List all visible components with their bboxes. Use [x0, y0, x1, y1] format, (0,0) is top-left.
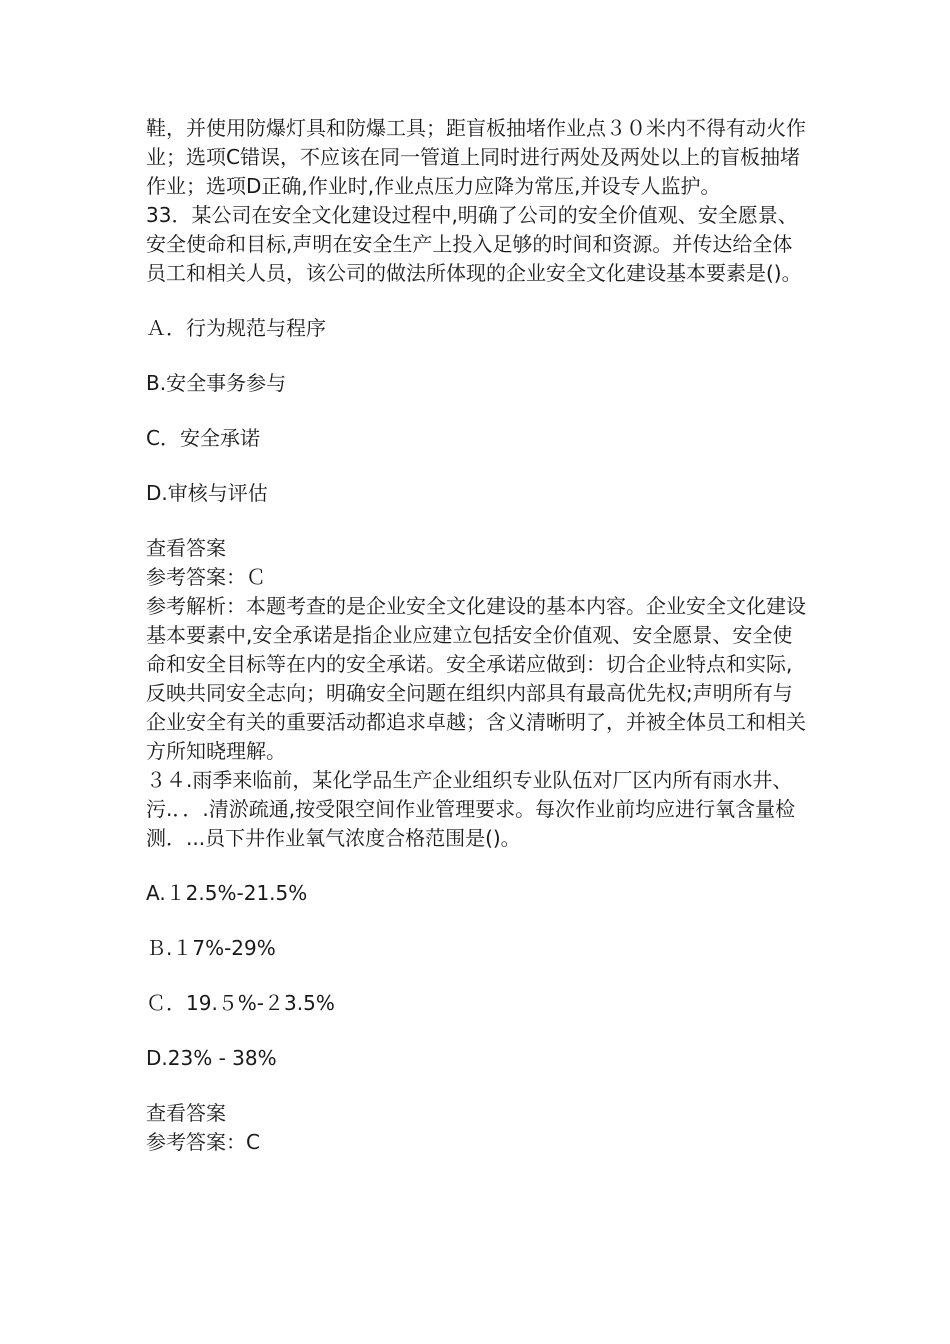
reference-analysis: 参考解析：本题考查的是企业安全文化建设的基本内容。企业安全文化建设基本要素中,安全承诺是指企业应建立包括安全价值观、安全愿景、安全使命和安全目标等在内的安全承诺。安全承诺应做到：切合企业特点和实际,反映共同安全志向；明确安全问题在组织内部具有最高优先权;声明所有与企业安全有关的重要活动都追求卓越；含义清晰明了，并被全体员工和相关方所知晓理解。 [146, 594, 806, 763]
option-c: Ｃ．19.５%-２3.5% [146, 991, 335, 1015]
reference-answer: 参考答案：C [146, 1130, 260, 1154]
question-33 [146, 201, 810, 766]
view-answer-link[interactable]: 查看答案 [146, 536, 226, 560]
option-d: D.审核与评估 [146, 481, 268, 505]
document-page [146, 114, 810, 1157]
option-a: A.１2.5%-21.5% [146, 881, 308, 905]
option-c: C．安全承诺 [146, 426, 260, 450]
question-34 [146, 766, 810, 1157]
view-answer-link[interactable]: 查看答案 [146, 1101, 226, 1125]
option-a: Ａ．行为规范与程序 [146, 316, 326, 340]
question-text: ３４.雨季来临前，某化学品生产企业组织专业队伍对厂区内所有雨水井、污.．．.清淤疏通,按受限空间作业管理要求。每次作业前均应进行氧含量检测．...员下井作业氧气浓度合格范围是()。 [146, 768, 796, 850]
previous-explanation: 鞋，并使用防爆灯具和防爆工具；距盲板抽堵作业点３０米内不得有动火作业；选项C错误，不应该在同一管道上同时进行两处及两处以上的盲板抽堵作业；选项D正确,作业时,作业点压力应降为常压,并设专人监护。 [146, 116, 806, 198]
option-b: Ｂ.１7%-29% [146, 936, 276, 960]
option-b: B.安全事务参与 [146, 371, 287, 395]
reference-answer: 参考答案：Ｃ [146, 565, 266, 589]
option-d: D.23% - 38% [146, 1046, 277, 1070]
question-text: 33．某公司在安全文化建设过程中,明确了公司的安全价值观、安全愿景、安全使命和目标,声明在安全生产上投入足够的时间和资源。并传达给全体员工和相关人员，该公司的做法所体现的企业安全文化建设基本要素是()。 [146, 203, 802, 285]
